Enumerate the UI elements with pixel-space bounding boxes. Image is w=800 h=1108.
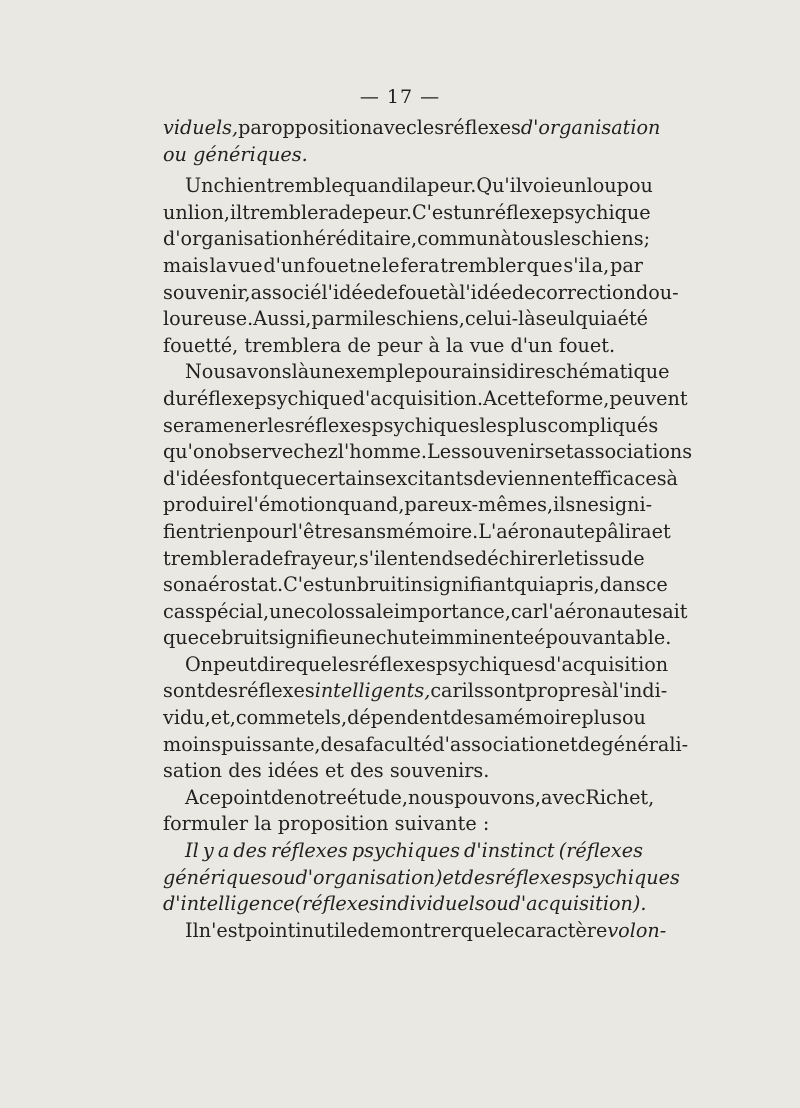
text-line: produire l'émotion quand, par eux-mêmes, ils ne signi- xyxy=(163,493,653,517)
text-line: mais la vue d'un fouet ne le fera trembler que s'il a, par xyxy=(163,253,643,277)
text-line: fouetté, tremblera de peur à la vue d'un fouet. xyxy=(163,333,616,357)
text-line: loureuse. Aussi, parmi les chiens, celui-là seul qui a été xyxy=(163,307,649,331)
text-line: d'idées font que certains excitants deviennent efficaces à xyxy=(163,466,678,490)
text-line: viduels, par opposition avec les réflexes d'organisation xyxy=(163,116,661,139)
text-line: du réflexe psychique d'acquisition. A cette forme, peuvent xyxy=(163,386,688,410)
text-line: fient rien pour l'être sans mémoire. L'aéronaute pâlira et xyxy=(163,519,671,543)
text-line: son aérostat. C'est un bruit insignifiant qui a pris, dans ce xyxy=(163,573,668,597)
text-line: souvenir, associé l'idée de fouet à l'idée de correction dou- xyxy=(163,280,679,304)
text-line: vidu, et, comme tels, dépendent de sa mémoire plus ou xyxy=(163,706,646,730)
text-line: Il n'est point inutile de montrer que le caractère volon- xyxy=(185,918,667,942)
text-line: sont des réflexes intelligents, car ils sont propres à l'indi- xyxy=(163,679,668,703)
body-text xyxy=(163,115,693,944)
text-line: d'organisation héréditaire, commun à tous les chiens; xyxy=(163,227,651,251)
text-line: que ce bruit signifie une chute imminente épouvantable. xyxy=(163,626,672,650)
text-line: On peut dire que les réflexes psychiques d'acquisition xyxy=(185,652,669,676)
text-line: A ce point de notre étude, nous pouvons, avec Richet, xyxy=(185,785,655,809)
text-line: se ramener les réflexes psychiques les plus compliqués xyxy=(163,413,659,437)
text-line: sation des idées et des souvenirs. xyxy=(163,759,490,783)
text-line: Il y a des réflexes psychiques d'instinct (réflexes xyxy=(185,839,643,863)
text-line: qu'on observe chez l'homme. Les souvenirs et associations xyxy=(163,440,693,464)
text-line: un lion, il tremblera de peur. C'est un réflexe psychique xyxy=(163,200,651,224)
text-line: cas spécial, une colossale importance, car l'aéronaute sait xyxy=(163,599,688,623)
text-line: moins puissante, de sa faculté d'association et de générali- xyxy=(163,732,689,756)
text-line: ou génériques. xyxy=(163,142,308,166)
text-line: génériques ou d'organisation) et des réflexes psychiques xyxy=(163,865,680,889)
text-line: tremblera de frayeur, s'il entend se déchirer le tissu de xyxy=(163,546,645,570)
text-line: Nous avons là un exemple pour ainsi dire schématique xyxy=(185,360,670,384)
text-line: Un chien tremble quand il a peur. Qu'il voie un loup ou xyxy=(185,174,653,198)
text-line: formuler la proposition suivante : xyxy=(163,812,490,836)
text-line: d'intelligence (réflexes individuels ou d'acquisition). xyxy=(163,892,647,916)
page-number: — 17 — xyxy=(359,86,441,108)
